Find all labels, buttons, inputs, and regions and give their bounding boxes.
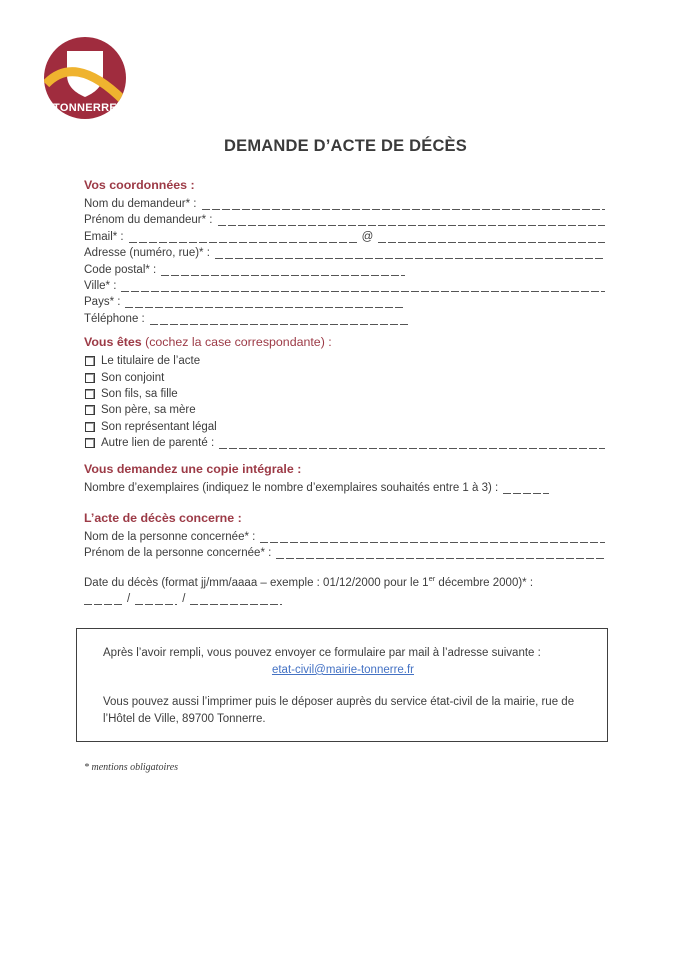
field-blank-line bbox=[378, 229, 605, 245]
checkbox-icon bbox=[85, 438, 95, 448]
form-content bbox=[84, 177, 605, 783]
field-row-adresse bbox=[84, 245, 605, 261]
field-label: Prénom de la personne concernée* : bbox=[84, 547, 272, 560]
checkbox-label: Le titulaire de l’acte bbox=[101, 355, 201, 368]
field-label: Téléphone : bbox=[84, 312, 145, 325]
field-blank-line bbox=[150, 311, 408, 327]
field-blank-line bbox=[503, 480, 549, 496]
field-blank-line bbox=[202, 196, 605, 212]
checkbox-icon bbox=[85, 405, 95, 415]
checkbox-row-pere-mere bbox=[84, 402, 605, 418]
date-year-blank bbox=[190, 591, 282, 607]
checkbox-icon bbox=[85, 373, 95, 383]
checkbox-icon bbox=[85, 356, 95, 366]
field-label: Nombre d’exemplaires (indiquez le nombre d’exemplaires souhaités entre 1 à 3) : bbox=[84, 482, 499, 495]
field-row-code-postal bbox=[84, 262, 605, 278]
checkbox-label: Son fils, sa fille bbox=[101, 387, 178, 400]
field-row-ville bbox=[84, 278, 605, 294]
field-label: Prénom du demandeur* : bbox=[84, 214, 213, 227]
checkbox-label: Autre lien de parenté : bbox=[101, 437, 215, 450]
field-label: Nom de la personne concernée* : bbox=[84, 530, 256, 543]
field-label: Code postal* : bbox=[84, 263, 157, 276]
checkbox-row-conjoint bbox=[84, 370, 605, 386]
section-heading-copie: Vous demandez une copie intégrale : bbox=[84, 462, 302, 477]
checkbox-label: Son père, sa mère bbox=[101, 404, 196, 417]
field-blank-line bbox=[121, 278, 605, 294]
checkbox-row-autre-lien bbox=[84, 435, 605, 451]
date-month-blank bbox=[135, 591, 177, 607]
checkbox-row-representant bbox=[84, 419, 605, 435]
heading-normal-part: (cochez la case correspondante) : bbox=[141, 335, 332, 350]
field-blank-line bbox=[218, 212, 606, 228]
field-row-telephone bbox=[84, 311, 605, 327]
date-day-blank bbox=[84, 591, 122, 607]
section-heading-acte: L’acte de décès concerne : bbox=[84, 510, 242, 525]
field-label: Adresse (numéro, rue)* : bbox=[84, 247, 210, 260]
email-link[interactable]: etat-civil@mairie-tonnerre.fr bbox=[271, 663, 415, 676]
footnote-mentions-obligatoires: * mentions obligatoires bbox=[84, 762, 179, 774]
checkbox-row-titulaire bbox=[84, 353, 605, 369]
notice-email-line bbox=[103, 662, 583, 678]
field-blank-line bbox=[161, 262, 405, 278]
field-label: Pays* : bbox=[84, 296, 121, 309]
field-label: Nom du demandeur* : bbox=[84, 198, 197, 210]
field-blank-line bbox=[129, 229, 357, 245]
email-at-separator: @ bbox=[361, 230, 374, 243]
checkbox-row-fils-fille bbox=[84, 386, 605, 402]
field-row-prenom-demandeur bbox=[84, 212, 605, 228]
field-row-email bbox=[84, 229, 605, 245]
field-row-prenom-concernee bbox=[84, 545, 605, 561]
field-row-pays bbox=[84, 294, 605, 310]
logo-text: TONNERRE bbox=[53, 102, 117, 114]
date-slash: / bbox=[182, 593, 186, 606]
heading-bold-part: Vous êtes bbox=[84, 335, 142, 350]
checkbox-label: Son représentant légal bbox=[101, 420, 217, 433]
section-heading-coordonnees: Vos coordonnées : bbox=[84, 178, 195, 192]
page-title: DEMANDE D’ACTE DE DÉCÈS bbox=[224, 137, 467, 155]
field-label: Email* : bbox=[84, 230, 124, 243]
notice-box bbox=[76, 628, 608, 742]
field-blank-line bbox=[219, 435, 605, 451]
tonnerre-logo bbox=[44, 37, 126, 119]
notice-paragraph-2: Vous pouvez aussi l’imprimer puis le déposer auprès du service état-civil de la mairie, rue de l’Hôtel de Ville, 89700 Tonnerre. bbox=[103, 696, 575, 725]
field-label: Ville* : bbox=[84, 279, 117, 292]
notice-paragraph-1: Après l’avoir rempli, vous pouvez envoyer ce formulaire par mail à l’adresse suivante : bbox=[103, 647, 541, 660]
section-heading-vous-etes bbox=[84, 334, 605, 350]
field-row-nom-demandeur bbox=[84, 196, 605, 212]
checkbox-label: Son conjoint bbox=[101, 371, 165, 384]
checkbox-icon bbox=[85, 389, 95, 399]
date-blanks-row bbox=[84, 591, 605, 607]
superscript-er: er bbox=[428, 573, 436, 583]
field-blank-line bbox=[125, 294, 403, 310]
date-deces-label: Date du décès (format jj/mm/aaaa – exemple : 01/12/2000 pour le 1er décembre 2000)* : bbox=[84, 573, 534, 589]
field-row-nom-concernee bbox=[84, 529, 605, 545]
field-blank-line bbox=[276, 545, 605, 561]
field-row-nombre-exemplaires bbox=[84, 480, 605, 496]
checkbox-icon bbox=[85, 422, 95, 432]
field-blank-line bbox=[215, 245, 605, 261]
date-slash: / bbox=[127, 593, 131, 606]
field-blank-line bbox=[260, 529, 605, 545]
